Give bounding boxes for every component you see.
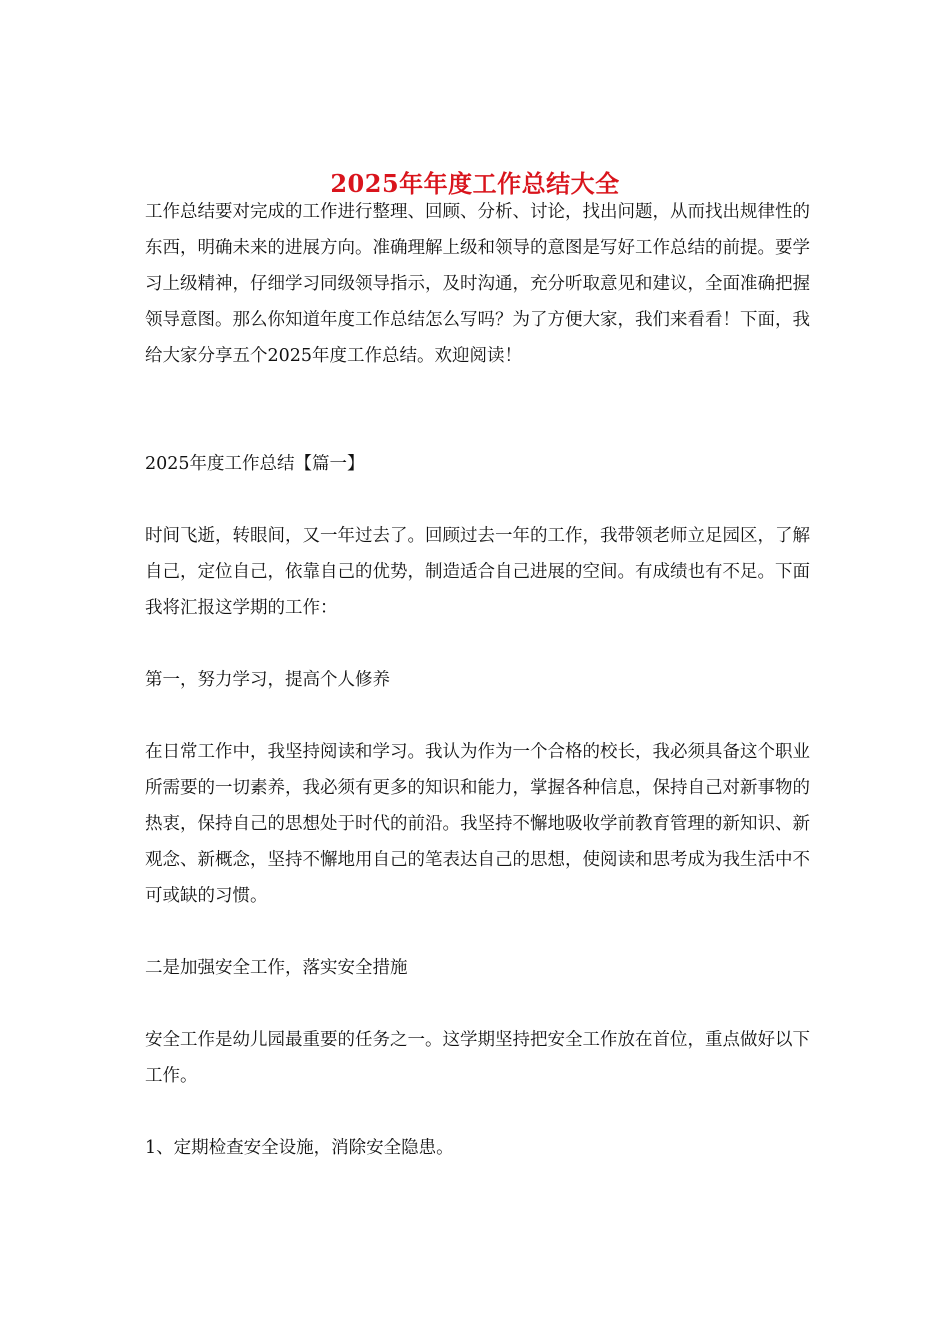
subheading-safety: 二是加强安全工作，落实安全措施	[145, 958, 408, 978]
safety-paragraph: 安全工作是幼儿园最重要的任务之一。这学期坚持把安全工作放在首位，重点做好以下工作。	[145, 1030, 810, 1086]
section-heading-part-one: 2025年度工作总结【篇一】	[145, 454, 365, 474]
study-paragraph: 在日常工作中，我坚持阅读和学习。我认为作为一个合格的校长，我必须具备这个职业所需要的一切素养，我必须有更多的知识和能力，掌握各种信息，保持自己对新事物的热衷，保持自己的思想处于时代的前沿。我坚持不懈地吸收学前教育管理的新知识、新观念、新概念，坚持不懈地用自己的笔表达自己的思想，使阅读和思考成为我生活中不可或缺的习惯。	[145, 742, 810, 906]
subheading-study: 第一，努力学习，提高个人修养	[145, 670, 390, 690]
part-one-paragraph: 时间飞逝，转眼间，又一年过去了。回顾过去一年的工作，我带领老师立足园区，了解自己，定位自己，依靠自己的优势，制造适合自己进展的空间。有成绩也有不足。下面我将汇报这学期的工作：	[145, 526, 810, 618]
list-item-safety-check: 1、定期检查安全设施，消除安全隐患。	[145, 1138, 454, 1158]
intro-paragraph: 工作总结要对完成的工作进行整理、回顾、分析、讨论，找出问题，从而找出规律性的东西，明确未来的进展方向。准确理解上级和领导的意图是写好工作总结的前提。要学习上级精神，仔细学习同级领导指示，及时沟通，充分听取意见和建议，全面准确把握领导意图。那么你知道年度工作总结怎么写吗？为了方便大家，我们来看看！下面，我给大家分享五个2025年度工作总结。欢迎阅读！	[145, 202, 810, 366]
document-title: 2025年年度工作总结大全	[330, 169, 620, 199]
